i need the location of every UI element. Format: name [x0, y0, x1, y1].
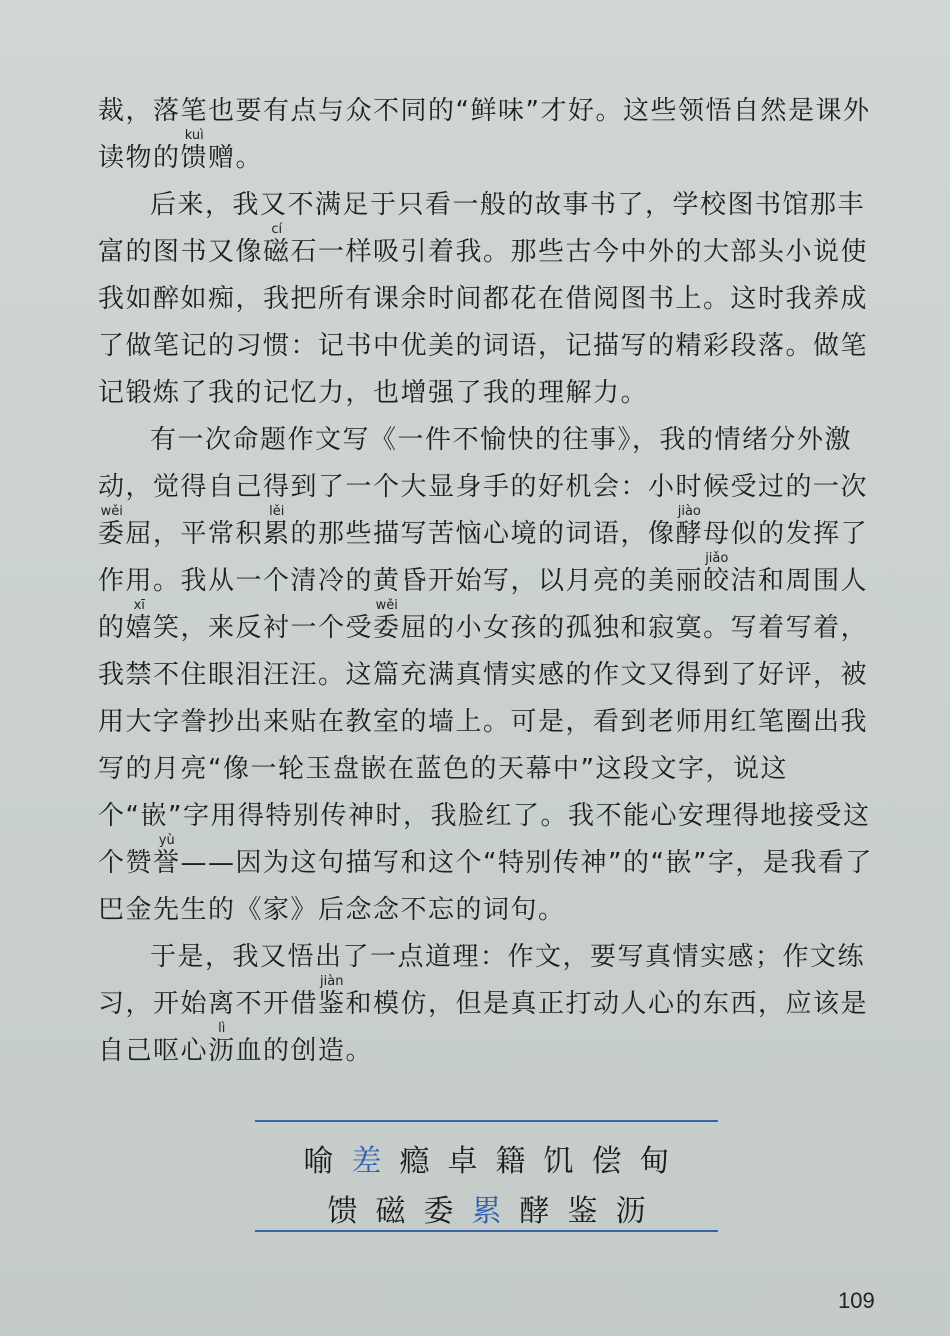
words-row-2: [255, 1186, 718, 1230]
character: 鉴: [318, 989, 346, 1019]
character: 酵: [675, 519, 704, 549]
new-character: 卓: [447, 1144, 478, 1179]
annotated-character: [263, 504, 291, 549]
character: 委: [98, 519, 126, 549]
text-run: 和模仿，但是真正打动人心的东西，应该是自己呕心: [98, 989, 869, 1066]
new-character: 委: [423, 1194, 454, 1229]
text-run: 赠。: [208, 143, 264, 173]
annotated-character: [208, 1021, 236, 1066]
bottom-rule: [255, 1230, 718, 1232]
pinyin: yù: [153, 833, 181, 848]
new-character: 饥: [543, 1144, 574, 1179]
text-run: 裁，落笔也要有点与众不同的“鲜味”才好。这些领悟自然是课外读物的: [98, 96, 871, 173]
top-rule: [255, 1120, 718, 1122]
text-run: 于是，我又悟出了一点道理：作文，要写真情实感；作文练习，开始离不开借: [98, 942, 866, 1019]
pinyin: jiào: [675, 504, 704, 519]
paragraph: [98, 88, 888, 182]
annotated-character: [153, 833, 181, 878]
pinyin: lì: [208, 1021, 236, 1036]
body-text: [98, 88, 888, 1075]
pinyin: xī: [125, 598, 154, 613]
pinyin: jiǎo: [703, 551, 731, 566]
text-run: 石一样吸引着我。那些古今中外的大部头小说使我如醉如痴，我把所有课余时间都花在借阅图书上。这时我养成了做笔记的习惯：记书中优美的词语，记描写的精彩段落。做笔记锻炼了我的记忆力，也增强了我的理解力。: [98, 237, 869, 408]
text-run: 的那些描写苦恼心境的词语，像: [290, 519, 676, 549]
character: 沥: [208, 1036, 236, 1066]
text-run: 血的创造。: [235, 1036, 374, 1066]
annotated-character: [98, 504, 126, 549]
paragraph: [98, 934, 888, 1075]
pinyin: kuì: [180, 128, 209, 143]
text-run: 有一次命题作文写《一件不愉快的往事》，我的情绪分外激动，觉得自己得到了一个大显身手的好机会：小时候受过的一次: [98, 425, 869, 502]
new-character: 沥: [615, 1194, 646, 1229]
text-run: ——因为这句描写和这个“特别传神”的“嵌”字，是我看了巴金先生的《家》后念念不忘的词句。: [98, 848, 873, 925]
text-run: 后来，我又不满足于只看一般的故事书了，学校图书馆那丰富的图书又像: [98, 190, 866, 267]
new-character: 酵: [519, 1194, 550, 1229]
new-character: 磁: [375, 1194, 406, 1229]
character: 委: [373, 613, 401, 643]
page-number: 109: [838, 1288, 875, 1313]
annotated-character: [675, 504, 704, 549]
character: 累: [263, 519, 291, 549]
text-run: 屈，平常积: [125, 519, 264, 549]
text-run: 屈的小女孩的孤独和寂寞。写着写着，我禁不住眼泪汪汪。这篇充满真情实感的作文又得到了好评，被用大字誊抄出来贴在教室的墙上。可是，看到老师用红笔圈出我写的月亮“像一轮玉盘嵌在蓝色的天幕中”这段文字，说这个“嵌”字用得特别传神时，我脸红了。我不能心安理得地接受这个赞: [98, 613, 871, 878]
character: 誉: [153, 848, 181, 878]
annotated-character: [125, 598, 154, 643]
new-character: 甸: [639, 1144, 670, 1179]
new-character: 馈: [327, 1194, 358, 1229]
new-character: 喻: [303, 1144, 334, 1179]
polyphonic-character: 累: [471, 1194, 502, 1229]
annotated-character: [263, 222, 291, 267]
pinyin: wěi: [373, 598, 401, 613]
pinyin: wěi: [98, 504, 126, 519]
text-run: 洁和周围人的: [98, 566, 869, 643]
new-character: 瘾: [399, 1144, 430, 1179]
character: 嬉: [125, 613, 154, 643]
text-run: 笑，来反衬一个受: [153, 613, 374, 643]
new-character: 籍: [495, 1144, 526, 1179]
pinyin: lěi: [263, 504, 291, 519]
new-character: 偿: [591, 1144, 622, 1179]
paragraph: [98, 182, 888, 417]
annotated-character: [703, 551, 731, 596]
annotated-character: [318, 974, 346, 1019]
text-run: 母似的发挥了作用。我从一个清冷的黄昏开始写，以月亮的美丽: [98, 519, 869, 596]
new-character: 鉴: [567, 1194, 598, 1229]
new-words-box: [255, 1120, 718, 1232]
character: 磁: [263, 237, 291, 267]
character: 皎: [703, 566, 731, 596]
character: 馈: [180, 143, 209, 173]
paragraph: [98, 417, 888, 934]
polyphonic-character: 差: [351, 1144, 382, 1179]
words-row-1: [255, 1136, 718, 1180]
annotated-character: [373, 598, 401, 643]
pinyin: cí: [263, 222, 291, 237]
annotated-character: [180, 128, 209, 173]
pinyin: jiàn: [318, 974, 346, 989]
